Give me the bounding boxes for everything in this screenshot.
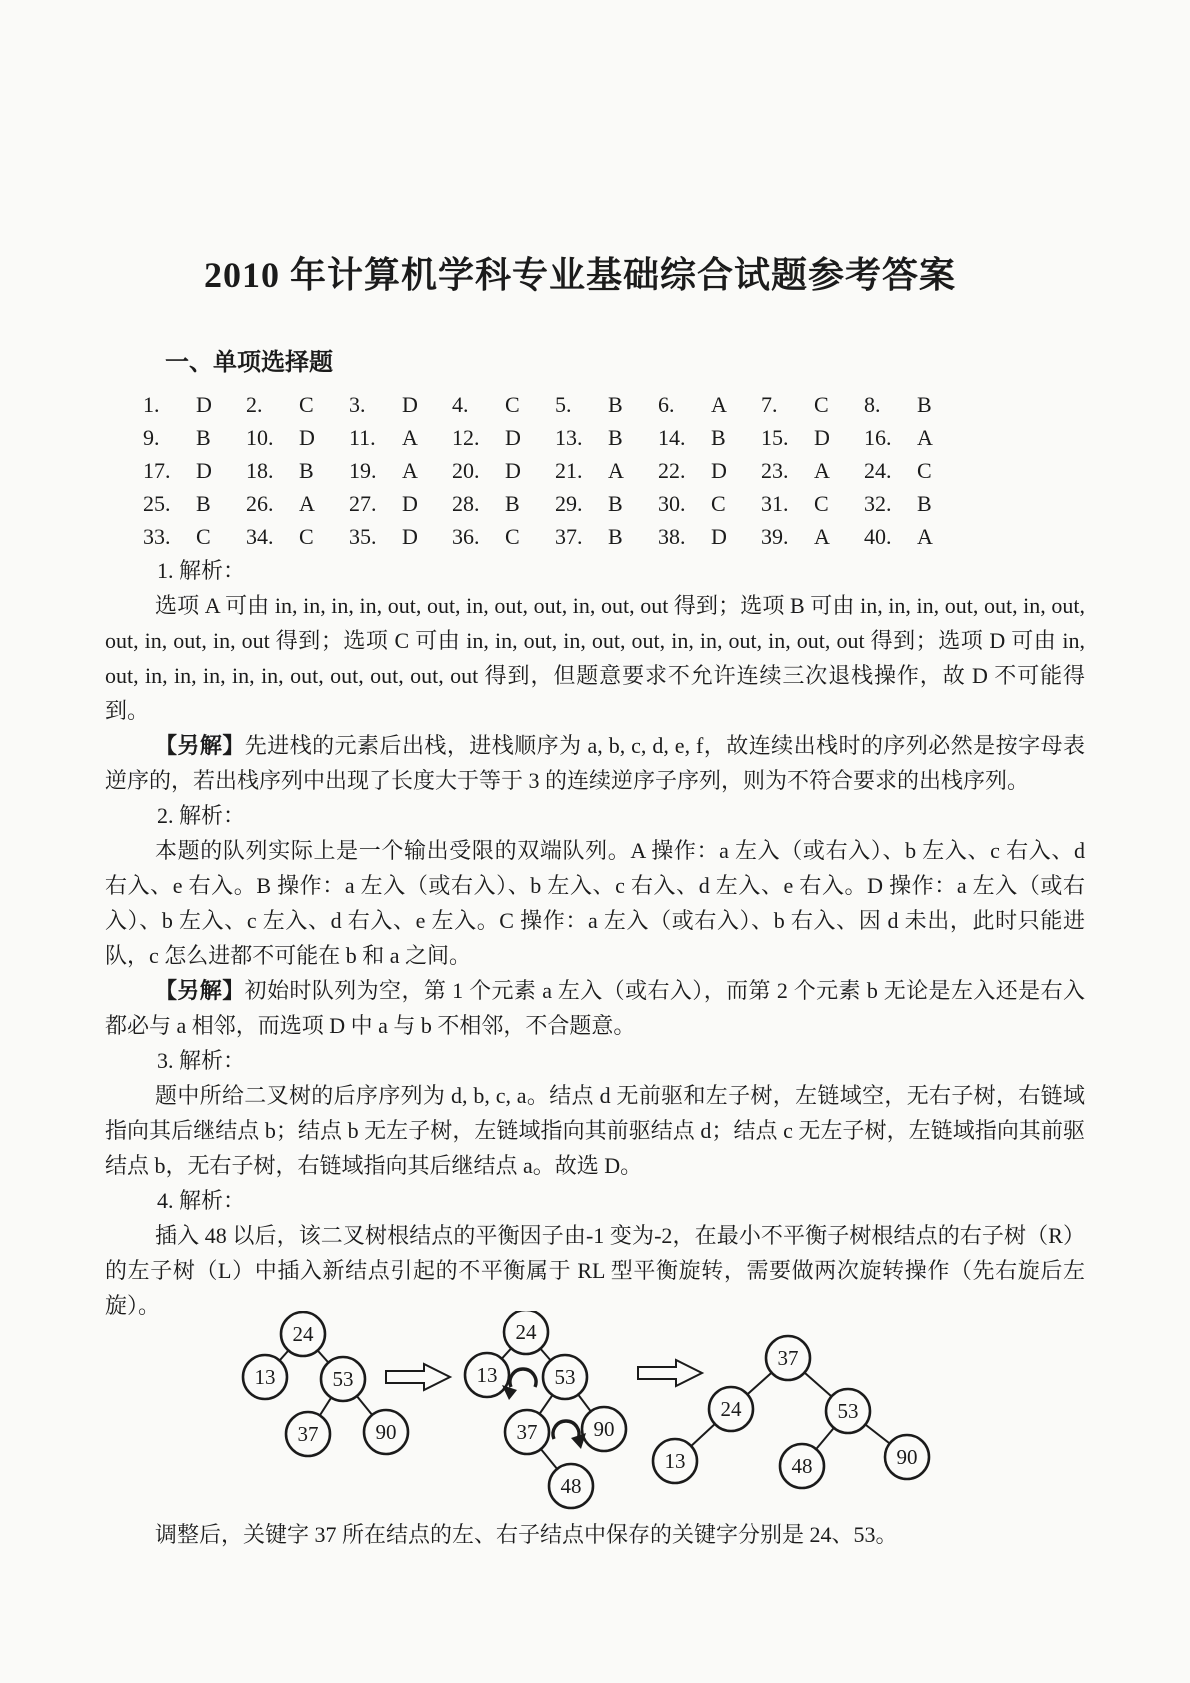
answer-letter: D [196, 458, 212, 483]
answer-letter: C [814, 491, 829, 516]
answer-item [555, 487, 658, 520]
answer-item [349, 454, 452, 487]
answer-grid [143, 388, 967, 553]
answer-item [246, 520, 349, 553]
avl-tree-inserted [465, 1311, 626, 1508]
avl-tree-before [243, 1312, 408, 1456]
answer-item [864, 520, 967, 553]
answer-item [143, 520, 246, 553]
answer-item [658, 520, 761, 553]
answer-item [555, 388, 658, 421]
solution-1-paragraph: 选项 A 可由 in, in, in, in, out, out, in, out, out, in, out, out 得到；选项 B 可由 in, in, in, out, out, in, out, out, in, out, in, out 得到；选项 C 可由 in, in, out, in, out, out, in, in, out, in, out, out 得到；选项 D 可由 in, out, in, in, in, in, in, out, out, out, out, out 得到，但题意要求不允许连续三次退栈操作，故 D 不可能得到。 [105, 593, 1085, 723]
question-number: 33. [143, 524, 171, 549]
solution-1-heading: 1. 解析： [157, 558, 246, 583]
solutions-text [105, 553, 1085, 1323]
transform-arrow-icon [386, 1364, 450, 1390]
section-heading: 一、单项选择题 [165, 349, 333, 376]
svg-text:90: 90 [375, 1420, 397, 1444]
question-number: 25. [143, 491, 171, 516]
answer-letter: D [299, 425, 315, 450]
answer-item [143, 487, 246, 520]
question-number: 8. [864, 392, 881, 417]
answer-letter: C [505, 524, 520, 549]
svg-text:90: 90 [593, 1417, 615, 1441]
question-number: 37. [555, 524, 583, 549]
question-number: 10. [246, 425, 274, 450]
answer-letter: D [402, 392, 418, 417]
tree-node [286, 1412, 330, 1456]
question-number: 39. [761, 524, 789, 549]
question-number: 15. [761, 425, 789, 450]
question-number: 2. [246, 392, 263, 417]
answer-item [761, 487, 864, 520]
answer-letter: B [608, 491, 623, 516]
solution-3-paragraph: 题中所给二叉树的后序序列为 d, b, c, a。结点 d 无前驱和左子树，左链域空，无右子树，右链域指向其后继结点 b；结点 b 无左子树，左链域指向其前驱结点 d；结点 c 无左子树，左链域指向其前驱结点 b，无右子树，右链域指向其后继结点 a。故选 D。 [105, 1083, 1085, 1178]
solution-2-paragraph: 本题的队列实际上是一个输出受限的双端队列。A 操作：a 左入（或右入）、b 左入、c 右入、d 右入、e 右入。B 操作：a 左入（或右入）、b 左入、c 右入、d 左入、e 右入。D 操作：a 左入（或右入）、b 左入、c 左入、d 右入、e 左入。C 操作：a 左入（或右入）、b 右入、因 d 未出，此时只能进队，c 怎么进都不可能在 b 和 a 之间。 [105, 838, 1085, 968]
answer-letter: C [299, 392, 314, 417]
question-number: 26. [246, 491, 274, 516]
answer-letter: D [402, 491, 418, 516]
answer-item [143, 388, 246, 421]
answer-item [246, 487, 349, 520]
solution-3-heading: 3. 解析： [157, 1048, 246, 1073]
answer-letter: C [505, 392, 520, 417]
answer-letter: A [402, 425, 418, 450]
svg-text:48: 48 [560, 1474, 582, 1498]
answer-letter: D [814, 425, 830, 450]
answer-letter: A [711, 392, 727, 417]
answer-item [452, 388, 555, 421]
svg-text:37: 37 [297, 1422, 319, 1446]
svg-text:13: 13 [476, 1363, 498, 1387]
question-number: 6. [658, 392, 675, 417]
tree-node [243, 1355, 287, 1399]
question-number: 4. [452, 392, 469, 417]
answer-item [658, 454, 761, 487]
answer-item [452, 421, 555, 454]
tree-node [653, 1439, 697, 1483]
question-number: 17. [143, 458, 171, 483]
answer-letter: A [917, 425, 933, 450]
answer-item [761, 388, 864, 421]
tree-node [364, 1410, 408, 1454]
question-number: 19. [349, 458, 377, 483]
tree-node [321, 1357, 365, 1401]
tree-node [582, 1407, 626, 1451]
answer-letter: A [299, 491, 315, 516]
answer-letter: A [402, 458, 418, 483]
alt-solution-label: 【另解】 [155, 733, 245, 758]
answer-letter: B [299, 458, 314, 483]
solution-4-note: 调整后，关键字 37 所在结点的左、右子结点中保存的关键字分别是 24、53。 [155, 1522, 898, 1547]
answer-item [349, 388, 452, 421]
answer-item [452, 454, 555, 487]
answer-letter: B [196, 491, 211, 516]
tree-node [543, 1355, 587, 1399]
question-number: 5. [555, 392, 572, 417]
answer-letter: C [917, 458, 932, 483]
answer-letter: A [814, 524, 830, 549]
question-number: 27. [349, 491, 377, 516]
answer-item [864, 454, 967, 487]
answer-letter: B [608, 392, 623, 417]
answer-letter: C [196, 524, 211, 549]
answer-item [246, 454, 349, 487]
answer-letter: B [711, 425, 726, 450]
svg-text:13: 13 [664, 1449, 686, 1473]
svg-text:24: 24 [515, 1320, 537, 1344]
answer-letter: D [711, 524, 727, 549]
answer-letter: C [814, 392, 829, 417]
avl-tree-after [653, 1336, 929, 1488]
answer-item [761, 520, 864, 553]
answer-letter: B [917, 491, 932, 516]
question-number: 20. [452, 458, 480, 483]
question-number: 21. [555, 458, 583, 483]
tree-node [780, 1444, 824, 1488]
tree-edges [487, 1332, 604, 1486]
answer-letter: D [196, 392, 212, 417]
answer-letter: D [711, 458, 727, 483]
tree-node [549, 1464, 593, 1508]
tree-node [465, 1353, 509, 1397]
answer-item [658, 487, 761, 520]
question-number: 16. [864, 425, 892, 450]
tree-node [281, 1312, 325, 1356]
question-number: 40. [864, 524, 892, 549]
answer-letter: D [505, 425, 521, 450]
question-number: 18. [246, 458, 274, 483]
answer-letter: B [608, 425, 623, 450]
avl-rotation-diagram [180, 1311, 1010, 1511]
page-title: 2010 年计算机学科专业基础综合试题参考答案 [203, 255, 956, 295]
solution-4-heading: 4. 解析： [157, 1188, 246, 1213]
answer-letter: B [505, 491, 520, 516]
answer-item [761, 454, 864, 487]
svg-text:24: 24 [720, 1397, 742, 1421]
tree-node [885, 1435, 929, 1479]
answer-item [555, 520, 658, 553]
answer-item [143, 421, 246, 454]
tree-node [709, 1387, 753, 1431]
svg-text:90: 90 [896, 1445, 918, 1469]
tree-node [766, 1336, 810, 1380]
answer-item [349, 520, 452, 553]
answer-item [864, 421, 967, 454]
question-number: 14. [658, 425, 686, 450]
question-number: 24. [864, 458, 892, 483]
svg-text:53: 53 [554, 1365, 576, 1389]
question-number: 9. [143, 425, 160, 450]
question-number: 35. [349, 524, 377, 549]
answer-item [761, 421, 864, 454]
answer-letter: C [299, 524, 314, 549]
answer-letter: A [608, 458, 624, 483]
svg-text:37: 37 [516, 1420, 538, 1444]
alt-solution-text: 先进栈的元素后出栈，进栈顺序为 a, b, c, d, e, f，故连续出栈时的序列必然是按字母表逆序的，若出栈序列中出现了长度大于等于 3 的连续逆序子序列，则为不符合要求的出栈序列。 [105, 733, 1085, 793]
solution-2-alt-paragraph [105, 973, 1085, 1043]
question-number: 31. [761, 491, 789, 516]
question-number: 1. [143, 392, 160, 417]
answer-letter: A [814, 458, 830, 483]
svg-text:24: 24 [292, 1322, 314, 1346]
answer-item [349, 487, 452, 520]
answer-item [246, 388, 349, 421]
answer-item [864, 487, 967, 520]
question-number: 3. [349, 392, 366, 417]
answer-letter: B [608, 524, 623, 549]
svg-text:48: 48 [791, 1454, 813, 1478]
answer-item [143, 454, 246, 487]
svg-text:13: 13 [254, 1365, 276, 1389]
answer-letter: C [711, 491, 726, 516]
answer-item [658, 421, 761, 454]
question-number: 7. [761, 392, 778, 417]
solution-2-heading: 2. 解析： [157, 803, 246, 828]
transform-arrow-icon [638, 1360, 702, 1386]
svg-text:53: 53 [332, 1367, 354, 1391]
answer-letter: D [402, 524, 418, 549]
question-number: 32. [864, 491, 892, 516]
question-number: 12. [452, 425, 480, 450]
answer-item [555, 454, 658, 487]
alt-solution-label: 【另解】 [155, 978, 245, 1003]
tree-node [505, 1410, 549, 1454]
alt-solution-text: 初始时队列为空，第 1 个元素 a 左入（或右入），而第 2 个元素 b 无论是左入还是右入都必与 a 相邻，而选项 D 中 a 与 b 不相邻，不合题意。 [105, 978, 1085, 1038]
question-number: 38. [658, 524, 686, 549]
svg-text:53: 53 [837, 1399, 859, 1423]
answer-item [658, 388, 761, 421]
answer-letter: D [505, 458, 521, 483]
question-number: 22. [658, 458, 686, 483]
question-number: 30. [658, 491, 686, 516]
question-number: 11. [349, 425, 376, 450]
question-number: 28. [452, 491, 480, 516]
answer-letter: B [917, 392, 932, 417]
solution-4-paragraph: 插入 48 以后，该二叉树根结点的平衡因子由-1 变为-2，在最小不平衡子树根结点的右子树（R）的左子树（L）中插入新结点引起的不平衡属于 RL 型平衡旋转，需要做两次旋转操作（先右旋后左旋）。 [105, 1223, 1085, 1318]
answer-letter: A [917, 524, 933, 549]
answer-item [246, 421, 349, 454]
solution-1-alt-paragraph [105, 728, 1085, 798]
tree-node [826, 1389, 870, 1433]
question-number: 34. [246, 524, 274, 549]
answer-letter: B [196, 425, 211, 450]
tree-node [504, 1311, 548, 1354]
answer-item [349, 421, 452, 454]
question-number: 29. [555, 491, 583, 516]
page-content [105, 0, 1085, 1552]
answer-item [452, 520, 555, 553]
question-number: 36. [452, 524, 480, 549]
svg-text:37: 37 [777, 1346, 799, 1370]
question-number: 23. [761, 458, 789, 483]
answer-item [555, 421, 658, 454]
answer-item [864, 388, 967, 421]
question-number: 13. [555, 425, 583, 450]
answer-item [452, 487, 555, 520]
